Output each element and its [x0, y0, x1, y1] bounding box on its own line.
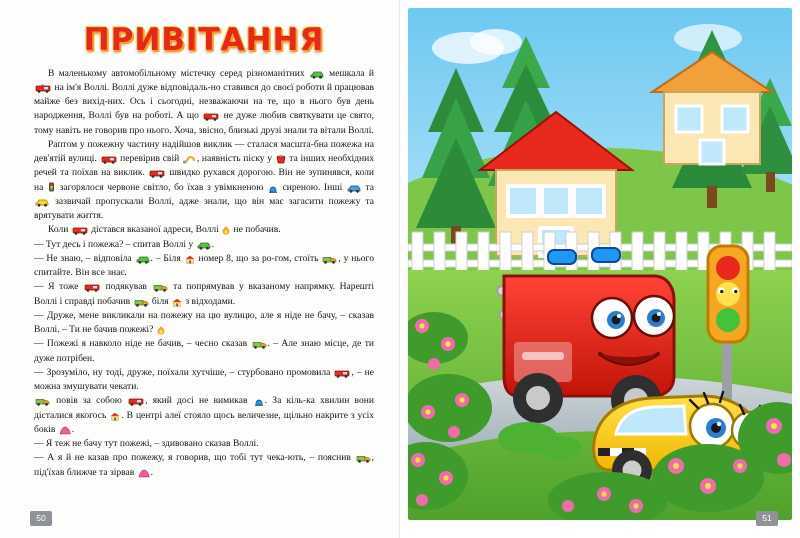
siren-icon	[254, 398, 264, 406]
fire-truck-icon	[101, 155, 117, 164]
house-icon	[185, 255, 195, 264]
paragraph-11: — Я теж не бачу тут пожежі, – здивовано сказав Воллі.	[34, 438, 259, 450]
paragraph-6: — Я тоже подякував та попрямував у вказаному напрямку. Нарешті Воллі і справді побачив біля з відходами.	[34, 281, 374, 307]
fire-truck-icon	[35, 84, 51, 93]
page-number-right: 51	[756, 511, 778, 526]
fire-truck-icon	[72, 226, 88, 235]
truck-icon	[153, 283, 168, 292]
illustration-firetruck-and-taxi	[408, 8, 792, 520]
fire-truck-icon	[84, 283, 100, 292]
truck-icon	[134, 298, 149, 307]
paragraph-10: повів за собою , який досі не вимикав . За кіль-ка хвилин вони дісталися якогось . В центрі алеї стояло щось величезне, щільно накрите з усіх боків .	[34, 395, 374, 435]
paragraph-9: — Зрозуміло, ну тоді, друже, поїхали хутчіше, – стурбовано промовила , – не можна змушувати чекати.	[34, 366, 374, 393]
paragraph-3: Коли дістався вказаної адреси, Воллі не побачив.	[48, 224, 281, 236]
story-text	[34, 67, 374, 480]
house-icon	[110, 412, 120, 421]
hose-icon	[183, 155, 196, 164]
fire-truck-icon	[149, 169, 165, 178]
cloth-icon	[59, 426, 71, 435]
traffic-light-icon	[48, 182, 55, 193]
page-title: ПРИВІТАННЯ	[83, 22, 325, 58]
flame-icon	[157, 326, 165, 335]
fire-truck-icon	[334, 369, 350, 378]
paragraph-2: Раптом у пожежну частину надійшов виклик — сталася масшта-бна пожежа на дев'ятій вулиці. перевірив свій , наявність піску у та інших необхідних речей та поїхав на виклик. швидко рухався дорогою. Він не зупинявся, коли на загорялося червоне світло, бо їхав з увімкненою сиреною. Інші та зазвичай пропускали Воллі, адже знали, що він має загасити пожежу та врятувати життя.	[34, 138, 374, 222]
page-number-left: 50	[30, 511, 52, 526]
paragraph-8: — Пожежі я навколо ніде не бачив, – чесно сказав . – Але знаю місце, де ти дуже потрібен.	[34, 338, 375, 364]
truck-icon	[356, 454, 371, 463]
paragraph-4: — Тут десь і пожежа? – спитав Воллі у .	[34, 238, 214, 250]
car-icon	[136, 255, 150, 264]
paragraph-7: — Друже, мене викликали на пожежу на цю вулицю, але я ніде не бачу, – сказав Воллі. – Ти не бачив пожежі?	[34, 309, 374, 336]
truck-icon	[252, 340, 267, 349]
paragraph-1: В маленькому автомобільному містечку серед різноманітних мешкала й на ім'я Воллі. Воллі дуже відповідаль-но ставився до своєї роботи й працював майже без вихід-них. Ось і сьогодні, незважаючи на те, що в нього був день народження, Воллі був на роботі. А що не дуже любив святкувати це свято, тому навіть не говорив про нього. Хоча, звісно, близькі друзі знали та вітали Воллі.	[34, 67, 374, 136]
paragraph-5: — Не знаю, – відповіла . – Біля номер 8, що за ро-гом, стоїть , у нього спитайте. Він все знає.	[34, 252, 374, 279]
house-icon	[172, 298, 182, 307]
car-icon	[197, 241, 211, 250]
siren-icon	[268, 185, 278, 193]
fire-truck-icon	[128, 397, 144, 406]
taxi-icon	[35, 198, 49, 207]
right-page	[400, 0, 800, 538]
fire-truck-icon	[203, 112, 219, 121]
paragraph-12: — А я й не казав про пожежу, я говорив, що тобі тут чека-ють, – пояснив , під'їхав ближче та зірвав .	[34, 452, 374, 478]
cloth-icon	[138, 469, 150, 478]
truck-icon	[322, 255, 337, 264]
car-icon	[347, 184, 361, 193]
car-icon	[310, 70, 324, 79]
flame-icon	[222, 226, 230, 235]
truck-icon	[35, 397, 50, 406]
bucket-icon	[276, 155, 286, 164]
